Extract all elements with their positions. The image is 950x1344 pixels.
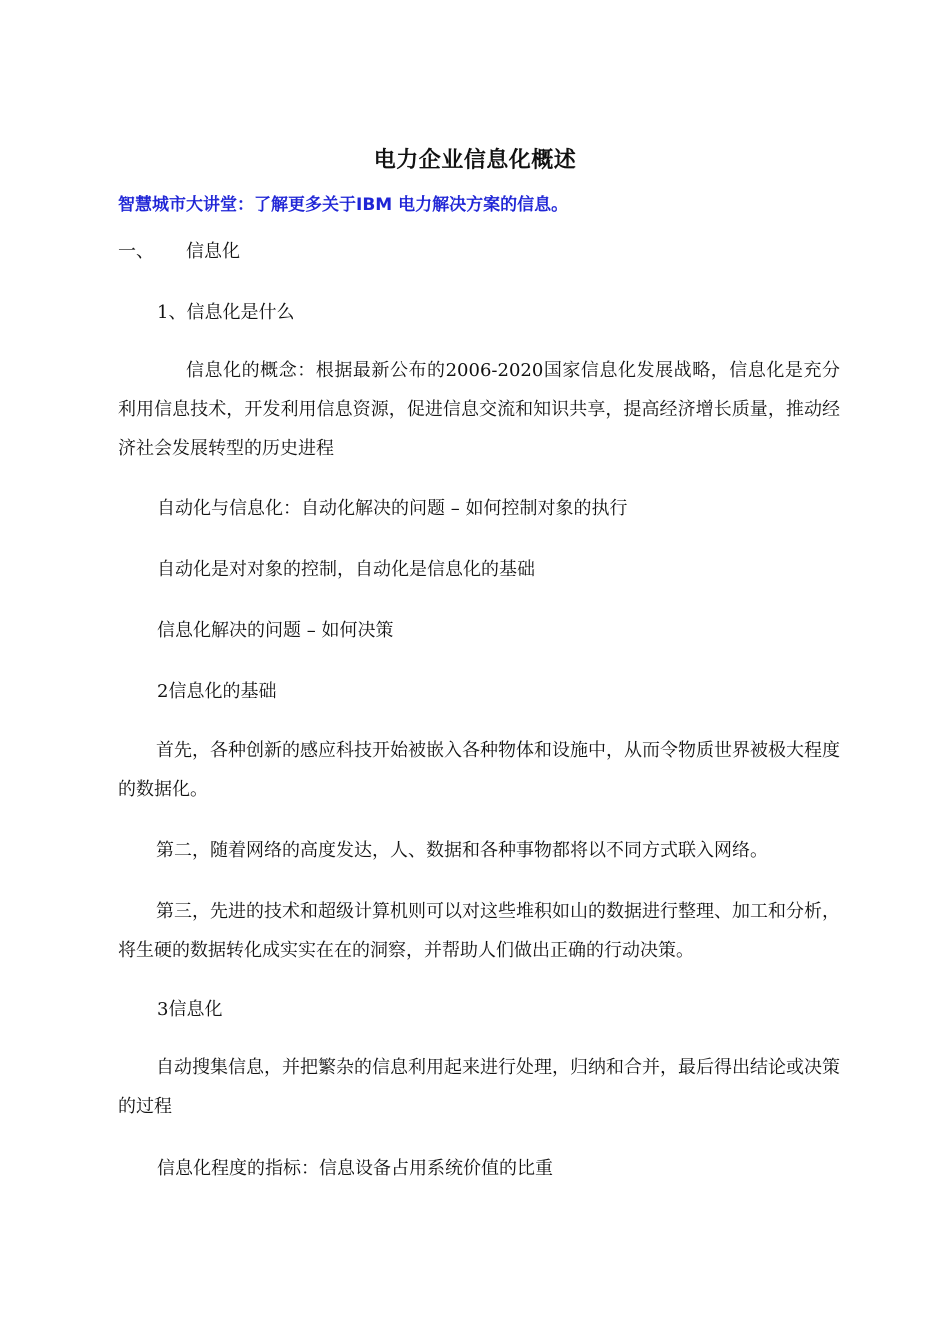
line-automation-control: 自动化是对对象的控制，自动化是信息化的基础 <box>157 559 535 580</box>
subsection-1-heading: 1、信息化是什么 <box>157 302 295 323</box>
paragraph-third: 第三，先进的技术和超级计算机则可以对这些堆积如山的数据进行整理、加工和分析，将生硬的数据转化成实实在在的洞察，并帮助人们做出正确的行动决策。 <box>118 901 840 961</box>
section-heading: 信息化 <box>186 241 240 262</box>
paragraph-collect: 自动搜集信息，并把繁杂的信息利用起来进行处理，归纳和合并，最后得出结论或决策的过程 <box>118 1057 840 1117</box>
document-subtitle: 智慧城市大讲堂：了解更多关于IBM 电力解决方案的信息。 <box>118 195 569 215</box>
paragraph-second: 第二，随着网络的高度发达，人、数据和各种事物都将以不同方式联入网络。 <box>156 840 768 861</box>
subsection-2-heading: 2信息化的基础 <box>157 681 277 702</box>
paragraph-concept: 信息化的概念：根据最新公布的2006-2020国家信息化发展战略，信息化是充分利用信息技术，开发利用信息资源，促进信息交流和知识共享，提高经济增长质量，推动经济社会发展转型的历史进程 <box>118 360 840 459</box>
document-title: 电力企业信息化概述 <box>373 148 577 173</box>
paragraph-first: 首先，各种创新的感应科技开始被嵌入各种物体和设施中，从而令物质世界被极大程度的数据化。 <box>118 740 840 800</box>
line-informatization-problem: 信息化解决的问题 – 如何决策 <box>157 620 394 641</box>
line-indicator: 信息化程度的指标：信息设备占用系统价值的比重 <box>157 1158 553 1179</box>
subsection-3-heading: 3信息化 <box>157 999 223 1020</box>
section-number: 一、 <box>118 241 154 262</box>
line-automation-informatization: 自动化与信息化：自动化解决的问题 – 如何控制对象的执行 <box>157 498 628 519</box>
